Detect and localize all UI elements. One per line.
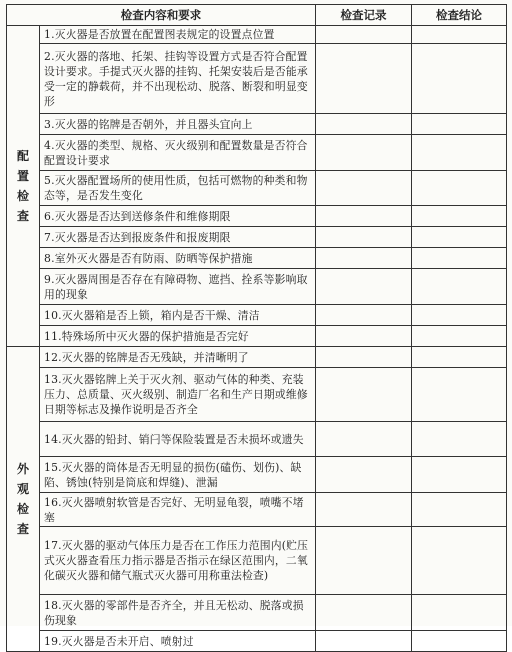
- item-text: 1.灭火器是否放置在配置图表规定的设置点位置: [40, 26, 316, 44]
- item-text: 19.灭火器是否未开启、喷射过: [40, 631, 316, 652]
- record-cell[interactable]: [316, 368, 412, 422]
- record-cell[interactable]: [316, 493, 412, 527]
- conclusion-cell[interactable]: [412, 457, 507, 493]
- table-row: [7, 44, 507, 114]
- table-row: [7, 326, 507, 347]
- conclusion-cell[interactable]: [412, 527, 507, 595]
- conclusion-cell[interactable]: [412, 114, 507, 135]
- table-row: [7, 347, 507, 368]
- conclusion-cell[interactable]: [412, 171, 507, 206]
- category-label: 配置检查: [16, 149, 29, 223]
- item-text: 10.灭火器箱是否上锁，箱内是否干燥、清洁: [40, 305, 316, 326]
- record-cell[interactable]: [316, 135, 412, 171]
- record-cell[interactable]: [316, 248, 412, 269]
- header-conclusion: 检查结论: [412, 5, 507, 26]
- conclusion-cell[interactable]: [412, 493, 507, 527]
- conclusion-cell[interactable]: [412, 326, 507, 347]
- conclusion-cell[interactable]: [412, 248, 507, 269]
- category-cell: [7, 26, 40, 347]
- record-cell[interactable]: [316, 595, 412, 631]
- item-text: 5.灭火器配置场所的使用性质，包括可燃物的种类和物态等，是否发生变化: [40, 171, 316, 206]
- item-text: 6.灭火器是否达到送修条件和维修期限: [40, 206, 316, 227]
- item-text: 14.灭火器的铅封、销闩等保险装置是否未损坏或遗失: [40, 422, 316, 457]
- table-row: [7, 305, 507, 326]
- table-row: [7, 457, 507, 493]
- item-text: 7.灭火器是否达到报废条件和报废期限: [40, 227, 316, 248]
- conclusion-cell[interactable]: [412, 347, 507, 368]
- item-text: 15.灭火器的筒体是否无明显的损伤(磕伤、划伤)、缺陷、锈蚀(特别是筒底和焊缝)、泄漏: [40, 457, 316, 493]
- record-cell[interactable]: [316, 227, 412, 248]
- table-row: [7, 206, 507, 227]
- record-cell[interactable]: [316, 631, 412, 652]
- table-row: [7, 422, 507, 457]
- table-row: [7, 595, 507, 631]
- conclusion-cell[interactable]: [412, 135, 507, 171]
- record-cell[interactable]: [316, 114, 412, 135]
- header-row: [7, 5, 507, 26]
- table-row: [7, 368, 507, 422]
- item-text: 3.灭火器的铭牌是否朝外，并且器头宜向上: [40, 114, 316, 135]
- header-record: 检查记录: [316, 5, 412, 26]
- record-cell[interactable]: [316, 422, 412, 457]
- item-text: 13.灭火器铭牌上关于灭火剂、驱动气体的种类、充装压力、总质量、灭火级别、制造厂名和生产日期或维修日期等标志及操作说明是否齐全: [40, 368, 316, 422]
- table-row: [7, 227, 507, 248]
- record-cell[interactable]: [316, 171, 412, 206]
- conclusion-cell[interactable]: [412, 269, 507, 305]
- conclusion-cell[interactable]: [412, 368, 507, 422]
- record-cell[interactable]: [316, 527, 412, 595]
- item-text: 2.灭火器的落地、托架、挂钩等设置方式是否符合配置设计要求。手提式灭火器的挂钩、托架安装后是否能承受一定的静载荷，并不出现松动、脱落、断裂和明显变形: [40, 44, 316, 114]
- conclusion-cell[interactable]: [412, 422, 507, 457]
- item-text: 17.灭火器的驱动气体压力是否在工作压力范围内(贮压式灭火器查看压力指示器是否指示在绿区范围内，二氧化碳灭火器和储气瓶式灭火器可用称重法检查): [40, 527, 316, 595]
- record-cell[interactable]: [316, 44, 412, 114]
- record-cell[interactable]: [316, 26, 412, 44]
- item-text: 12.灭火器的铭牌是否无残缺，并清晰明了: [40, 347, 316, 368]
- item-text: 18.灭火器的零部件是否齐全，并且无松动、脱落或损伤现象: [40, 595, 316, 631]
- conclusion-cell[interactable]: [412, 305, 507, 326]
- record-cell[interactable]: [316, 206, 412, 227]
- table-row: [7, 631, 507, 652]
- item-text: 16.灭火器喷射软管是否完好、无明显龟裂，喷嘴不堵塞: [40, 493, 316, 527]
- table-row: [7, 26, 507, 44]
- item-text: 8.室外灭火器是否有防雨、防晒等保护措施: [40, 248, 316, 269]
- record-cell[interactable]: [316, 457, 412, 493]
- conclusion-cell[interactable]: [412, 595, 507, 631]
- item-text: 4.灭火器的类型、规格、灭火级别和配置数量是否符合配置设计要求: [40, 135, 316, 171]
- conclusion-cell[interactable]: [412, 631, 507, 652]
- table-row: [7, 527, 507, 595]
- conclusion-cell[interactable]: [412, 227, 507, 248]
- category-label: 外观检查: [16, 462, 29, 536]
- table-row: [7, 248, 507, 269]
- table-row: [7, 114, 507, 135]
- table-row: [7, 493, 507, 527]
- record-cell[interactable]: [316, 347, 412, 368]
- conclusion-cell[interactable]: [412, 206, 507, 227]
- item-text: 11.特殊场所中灭火器的保护措施是否完好: [40, 326, 316, 347]
- conclusion-cell[interactable]: [412, 44, 507, 114]
- category-cell: [7, 347, 40, 652]
- header-content: 检查内容和要求: [7, 5, 316, 26]
- item-text: 9.灭火器周围是否存在有障碍物、遮挡、拴系等影响取用的现象: [40, 269, 316, 305]
- inspection-table: [6, 4, 507, 652]
- conclusion-cell[interactable]: [412, 26, 507, 44]
- record-cell[interactable]: [316, 326, 412, 347]
- table-row: [7, 269, 507, 305]
- record-cell[interactable]: [316, 269, 412, 305]
- record-cell[interactable]: [316, 305, 412, 326]
- table-row: [7, 171, 507, 206]
- table-row: [7, 135, 507, 171]
